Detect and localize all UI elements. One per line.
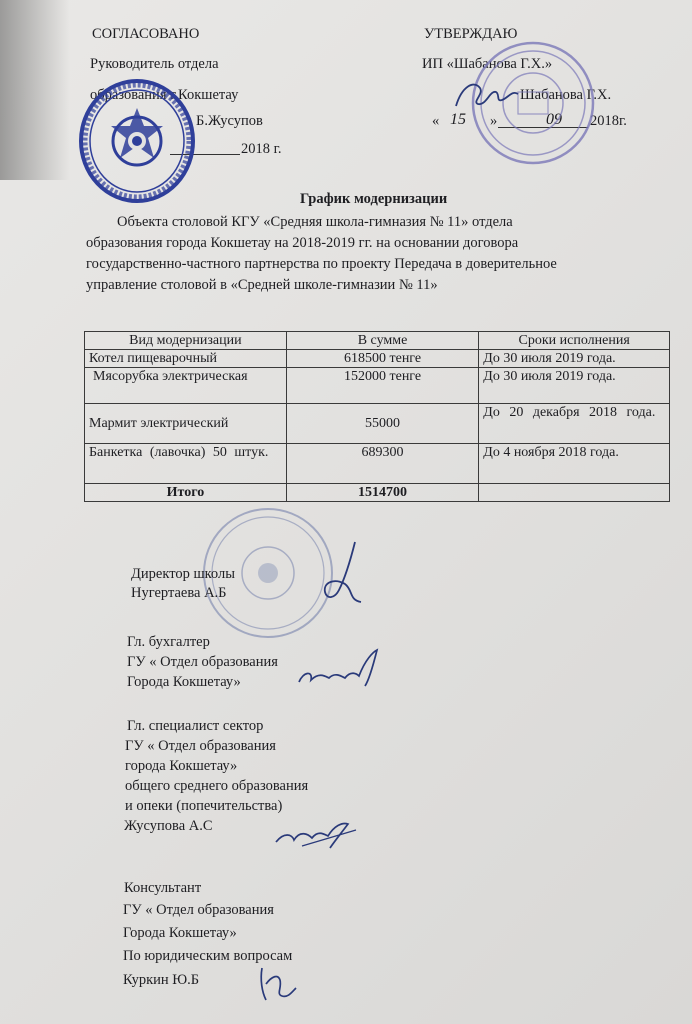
row1-type: Котел пищеварочный [85,350,287,368]
specialist-sector: общего среднего образования [125,778,309,794]
director-name: Нугертаева А.Б [131,585,227,601]
consultant-title: Консультант [124,880,202,896]
header-amount: В сумме [286,332,478,350]
specialist-sector-2: и опеки (попечительства) [125,798,283,814]
table-row [85,368,670,404]
row3-amount: 55000 [286,404,478,444]
approve-date-open: « [432,113,440,129]
consultant-org: ГУ « Отдел образования [123,902,274,918]
approve-title: УТВЕРЖДАЮ [424,26,518,42]
approve-date-close: » [490,113,498,129]
document-title: График модернизации [300,191,448,207]
approve-line1: ИП «Шабанова Г.Х.» [422,56,553,72]
director-title: Директор школы [131,566,235,582]
shadow [0,0,70,180]
approve-line2: Шабанова Г.Х. [520,87,612,103]
row4-amount: 689300 [286,444,478,484]
accountant-org: ГУ « Отдел образования [127,654,278,670]
row2-type: Мясорубка электрическая [85,368,287,404]
row3-type: Мармит электрический [85,404,287,444]
approved-line2: образования г.Кокшетау [90,87,239,103]
row3-deadline: До 20 декабря 2018 года. [479,404,670,444]
approved-line4: 2018 г. [241,141,282,157]
consultant-role: По юридическим вопросам [123,948,293,964]
row1-deadline: До 30 июля 2019 года. [479,350,670,368]
intro-line-2: образования города Кокшетау на 2018-2019 гг. на основании договора [86,235,519,251]
consultant-city: Города Кокшетау» [123,925,237,941]
approve-date-year: 2018г. [590,113,627,129]
specialist-signature [272,812,362,856]
official-seal-stamp [78,78,196,204]
intro-line-4: управление столовой в «Средней школе-гимназии № 11» [86,277,438,293]
header-type: Вид модернизации [85,332,287,350]
approved-line1: Руководитель отдела [90,56,219,72]
modernization-table [84,331,670,502]
specialist-name: Жусупова А.С [124,818,213,834]
specialist-org: ГУ « Отдел образования [125,738,276,754]
intro-line-1: Объекта столовой КГУ «Средняя школа-гимназия № 11» отдела [117,214,513,230]
header-deadline: Сроки исполнения [479,332,670,350]
intro-line-3: государственно-частного партнерства по проекту Передача в доверительное [86,256,557,272]
accountant-city: Города Кокшетау» [127,674,241,690]
consultant-signature [252,962,302,1006]
table-header-row [85,332,670,350]
total-value: 1514700 [286,484,478,502]
consultant-name: Куркин Ю.Б [123,972,200,988]
row4-type: Банкетка (лавочка) 50 штук. [85,444,287,484]
specialist-title: Гл. специалист сектор [127,718,264,734]
accountant-signature [295,646,385,692]
row2-amount: 152000 тенге [286,368,478,404]
director-signature [305,538,375,610]
table-row [85,404,670,444]
table-row [85,444,670,484]
row1-amount: 618500 тенге [286,350,478,368]
approved-line3: Б.Жусупов [196,113,263,129]
accountant-title: Гл. бухгалтер [127,634,210,650]
approver-signature [452,76,522,112]
row2-deadline: До 30 июля 2019 года. [479,368,670,404]
approve-date-month: 09 [546,111,562,128]
row4-deadline: До 4 ноября 2018 года. [479,444,670,484]
specialist-city: города Кокшетау» [125,758,238,774]
table-total-row [85,484,670,502]
total-label: Итого [85,484,287,502]
table-row [85,350,670,368]
approved-title: СОГЛАСОВАНО [92,26,200,42]
approve-date-day: 15 [450,111,466,128]
total-empty-cell [479,484,670,502]
